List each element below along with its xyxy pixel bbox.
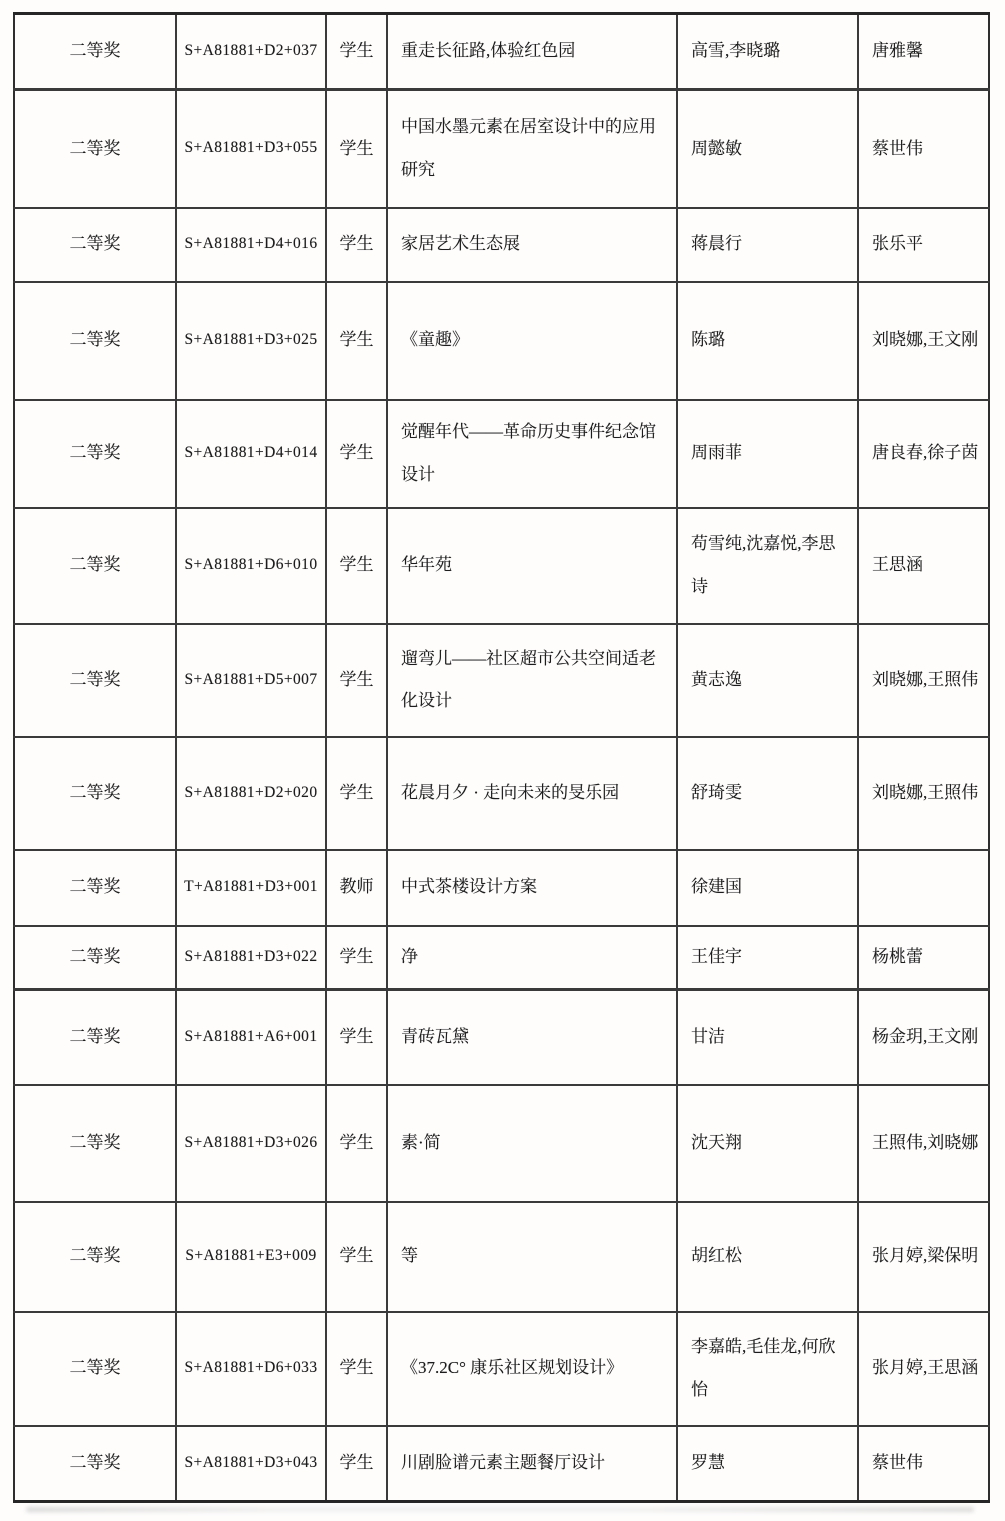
advisors-cell: 张乐平 [858, 208, 989, 282]
code-cell: S+A81881+D3+022 [176, 926, 326, 990]
title-cell: 中国水墨元素在居室设计中的应用研究 [387, 90, 677, 208]
authors-cell: 周雨菲 [677, 400, 858, 508]
advisors-cell: 蔡世伟 [858, 90, 989, 208]
category-cell: 学生 [326, 624, 387, 737]
title-cell: 净 [387, 926, 677, 990]
authors-cell: 罗慧 [677, 1426, 858, 1502]
advisors-cell: 杨金玥,王文刚 [858, 990, 989, 1085]
advisors-cell: 刘晓娜,王文刚 [858, 282, 989, 400]
code-cell: S+A81881+E3+009 [176, 1202, 326, 1312]
award-cell: 二等奖 [14, 926, 176, 990]
award-cell: 二等奖 [14, 990, 176, 1085]
table-row [14, 1202, 989, 1312]
table-row [14, 624, 989, 737]
award-cell: 二等奖 [14, 1202, 176, 1312]
award-cell: 二等奖 [14, 1312, 176, 1426]
category-cell: 教师 [326, 850, 387, 926]
table-row [14, 850, 989, 926]
advisors-cell: 王照伟,刘晓娜 [858, 1085, 989, 1202]
advisors-cell: 唐雅馨 [858, 14, 989, 90]
table-row [14, 926, 989, 990]
authors-cell: 陈璐 [677, 282, 858, 400]
advisors-cell [858, 850, 989, 926]
advisors-cell: 唐良春,徐子茵 [858, 400, 989, 508]
authors-cell: 李嘉皓,毛佳龙,何欣怡 [677, 1312, 858, 1426]
category-cell: 学生 [326, 400, 387, 508]
advisors-cell: 杨桃蕾 [858, 926, 989, 990]
category-cell: 学生 [326, 1426, 387, 1502]
authors-cell: 胡红松 [677, 1202, 858, 1312]
code-cell: S+A81881+A6+001 [176, 990, 326, 1085]
authors-cell: 高雪,李晓璐 [677, 14, 858, 90]
table-row [14, 1426, 989, 1502]
code-cell: S+A81881+D2+020 [176, 737, 326, 850]
code-cell: S+A81881+D2+037 [176, 14, 326, 90]
category-cell: 学生 [326, 90, 387, 208]
title-cell: 花晨月夕 · 走向未来的旻乐园 [387, 737, 677, 850]
award-cell: 二等奖 [14, 1085, 176, 1202]
award-cell: 二等奖 [14, 400, 176, 508]
award-cell: 二等奖 [14, 737, 176, 850]
title-cell: 遛弯儿——社区超市公共空间适老化设计 [387, 624, 677, 737]
award-cell: 二等奖 [14, 1426, 176, 1502]
code-cell: S+A81881+D3+025 [176, 282, 326, 400]
table-row [14, 14, 989, 90]
table-row [14, 737, 989, 850]
code-cell: S+A81881+D6+033 [176, 1312, 326, 1426]
authors-cell: 沈天翔 [677, 1085, 858, 1202]
table-row [14, 282, 989, 400]
award-cell: 二等奖 [14, 90, 176, 208]
title-cell: 川剧脸谱元素主题餐厅设计 [387, 1426, 677, 1502]
award-cell: 二等奖 [14, 282, 176, 400]
advisors-cell: 刘晓娜,王照伟 [858, 737, 989, 850]
category-cell: 学生 [326, 1202, 387, 1312]
authors-cell: 徐建国 [677, 850, 858, 926]
page-bottom-shadow [26, 1507, 974, 1512]
title-cell: 觉醒年代——革命历史事件纪念馆设计 [387, 400, 677, 508]
code-cell: S+A81881+D4+016 [176, 208, 326, 282]
advisors-cell: 刘晓娜,王照伟 [858, 624, 989, 737]
title-cell: 青砖瓦黛 [387, 990, 677, 1085]
table-row [14, 400, 989, 508]
code-cell: S+A81881+D3+043 [176, 1426, 326, 1502]
table-row [14, 208, 989, 282]
advisors-cell: 张月婷,王思涵 [858, 1312, 989, 1426]
authors-cell: 舒琦雯 [677, 737, 858, 850]
award-table-body [14, 14, 989, 1502]
award-table [13, 12, 990, 1503]
award-cell: 二等奖 [14, 850, 176, 926]
category-cell: 学生 [326, 282, 387, 400]
table-row [14, 90, 989, 208]
category-cell: 学生 [326, 926, 387, 990]
award-cell: 二等奖 [14, 508, 176, 624]
title-cell: 《37.2C° 康乐社区规划设计》 [387, 1312, 677, 1426]
code-cell: S+A81881+D3+055 [176, 90, 326, 208]
title-cell: 素·简 [387, 1085, 677, 1202]
authors-cell: 黄志逸 [677, 624, 858, 737]
title-cell: 华年苑 [387, 508, 677, 624]
authors-cell: 王佳宇 [677, 926, 858, 990]
table-row [14, 508, 989, 624]
category-cell: 学生 [326, 14, 387, 90]
table-row [14, 1085, 989, 1202]
code-cell: S+A81881+D3+026 [176, 1085, 326, 1202]
title-cell: 家居艺术生态展 [387, 208, 677, 282]
advisors-cell: 张月婷,梁保明 [858, 1202, 989, 1312]
award-cell: 二等奖 [14, 624, 176, 737]
title-cell: 重走长征路,体验红色园 [387, 14, 677, 90]
authors-cell: 蒋晨行 [677, 208, 858, 282]
code-cell: S+A81881+D5+007 [176, 624, 326, 737]
code-cell: S+A81881+D4+014 [176, 400, 326, 508]
title-cell: 等 [387, 1202, 677, 1312]
category-cell: 学生 [326, 737, 387, 850]
advisors-cell: 蔡世伟 [858, 1426, 989, 1502]
category-cell: 学生 [326, 208, 387, 282]
category-cell: 学生 [326, 990, 387, 1085]
title-cell: 《童趣》 [387, 282, 677, 400]
category-cell: 学生 [326, 1312, 387, 1426]
title-cell: 中式茶楼设计方案 [387, 850, 677, 926]
table-row [14, 990, 989, 1085]
category-cell: 学生 [326, 508, 387, 624]
table-row [14, 1312, 989, 1426]
code-cell: T+A81881+D3+001 [176, 850, 326, 926]
code-cell: S+A81881+D6+010 [176, 508, 326, 624]
award-cell: 二等奖 [14, 14, 176, 90]
authors-cell: 苟雪纯,沈嘉悦,李思诗 [677, 508, 858, 624]
authors-cell: 甘洁 [677, 990, 858, 1085]
authors-cell: 周懿敏 [677, 90, 858, 208]
advisors-cell: 王思涵 [858, 508, 989, 624]
award-cell: 二等奖 [14, 208, 176, 282]
category-cell: 学生 [326, 1085, 387, 1202]
